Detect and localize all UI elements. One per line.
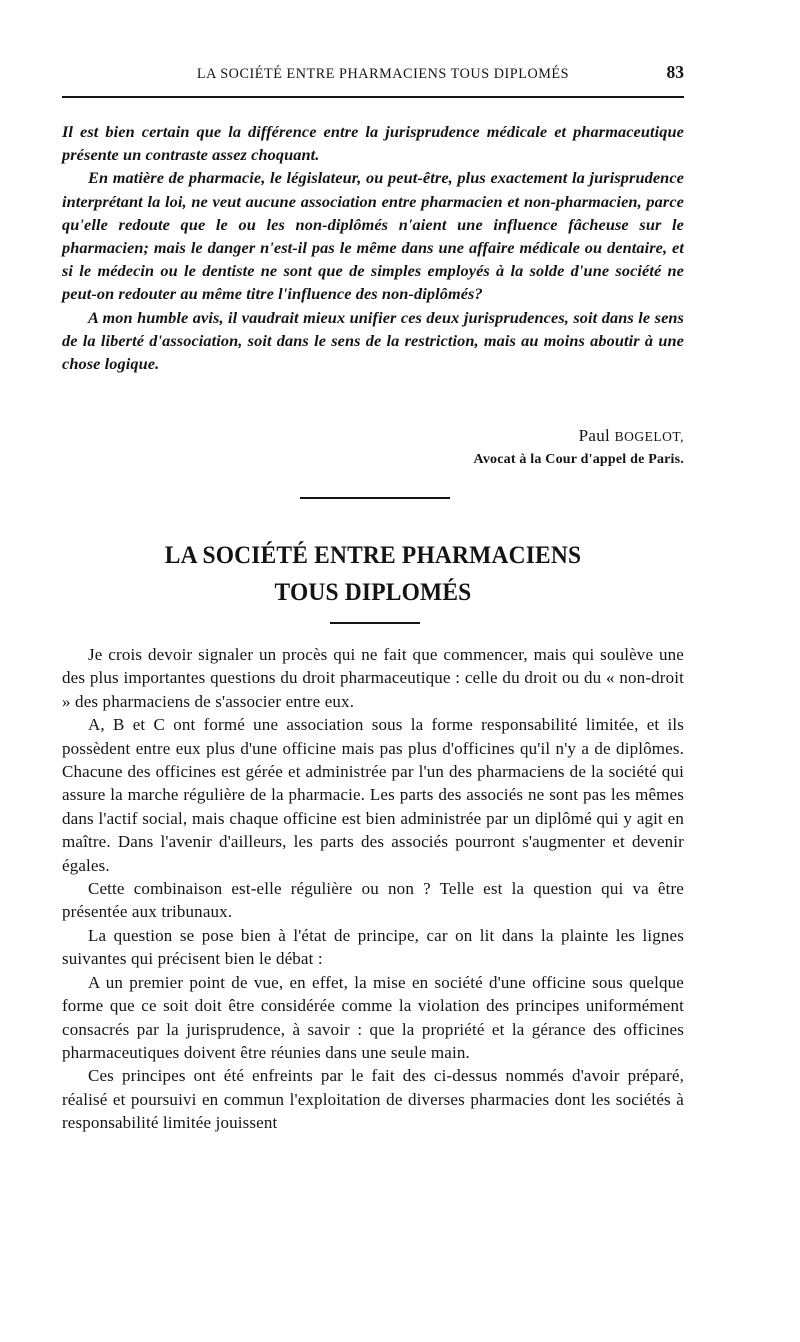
paragraph: A mon humble avis, il vaudrait mieux unifier ces deux jurisprudences, soit dans le sens de la liberté d'association, soit dans le sens de la restriction, mais au moins aboutir à une chose logique. (62, 307, 684, 374)
article-title-line: LA SOCIÉTÉ ENTRE PHARMACIENS (164, 540, 582, 569)
section-divider (300, 497, 450, 499)
header-rule (62, 96, 684, 98)
author-name (579, 424, 684, 448)
article-title (87, 536, 659, 610)
paragraph: A, B et C ont formé une association sous la forme responsabilité limitée, et ils possèdent entre eux plus d'une officine mais pas plus d'officines qu'il n'y a de diplômes. Chacune des officines est gérée et administrée par l'un des pharmaciens de la société qui assure la marche régulière de la pharmacie. Les parts des associés ne sont pas les mêmes dans l'actif social, mais chaque officine est bien administrée par un diplômé qui y agit en maître. Dans l'avenir d'ailleurs, les parts des associés pourront s'augmenter et devenir égales. (62, 715, 684, 875)
paragraph: Il est bien certain que la différence entre la jurisprudence médicale et pharmaceutique présente un contraste assez choquant. (62, 122, 684, 165)
author-last-name: BOGELOT, (614, 429, 684, 444)
title-divider (330, 622, 420, 624)
paragraph: Je crois devoir signaler un procès qui ne fait que commencer, mais qui soulève une des plus importantes questions du droit pharmaceutique : celle du droit ou du « non-droit » des pharmaciens de s'associer entre eux. (62, 645, 684, 711)
author-first-name: Paul (578, 426, 611, 445)
author-affiliation: Avocat à la Cour d'appel de Paris. (473, 452, 684, 467)
paragraph: Cette combinaison est-elle régulière ou non ? Telle est la question qui va être présentée aux tribunaux. (62, 879, 684, 922)
article-body (62, 643, 684, 1135)
running-header (62, 62, 684, 88)
paragraph: La question se pose bien à l'état de principe, car on lit dans la plainte les lignes suivantes qui précisent bien le débat : (62, 925, 684, 969)
author-signature (579, 424, 684, 448)
running-title: LA SOCIÉTÉ ENTRE PHARMACIENS TOUS DIPLOMÉS (196, 66, 570, 82)
paragraph: En matière de pharmacie, le législateur, ou peut-être, plus exactement la jurisprudence interprétant la loi, ne veut aucune association entre pharmacien et non-pharmacien, parce qu'elle redoute que le ou les non-diplômés n'aient une influence fâcheuse sur le pharmacien; mais le danger n'est-il pas le même dans une affaire médicale ou dentaire, et si le médecin ou le dentiste ne sont que de simples employés à la solde d'une société ne peut-on redouter au même titre l'influence des non-diplômés? (62, 168, 684, 304)
paragraph: Ces principes ont été enfreints par le fait des ci-dessus nommés d'avoir préparé, réalisé et poursuivi en commun l'exploitation de diverses pharmacies dont les sociétés à responsabilité limitée jouissent (62, 1066, 684, 1133)
paragraph: A un premier point de vue, en effet, la mise en société d'une officine sous quelque forme que ce soit doit être considérée comme la violation des principes uniformément consacrés par la jurisprudence, à savoir : que la propriété et la gérance des officines pharmaceutiques doivent être réunies dans une seule main. (62, 972, 684, 1062)
page-number: 83 (666, 62, 684, 82)
previous-article-ending (62, 120, 684, 375)
article-title-line: TOUS DIPLOMÉS (274, 577, 472, 606)
